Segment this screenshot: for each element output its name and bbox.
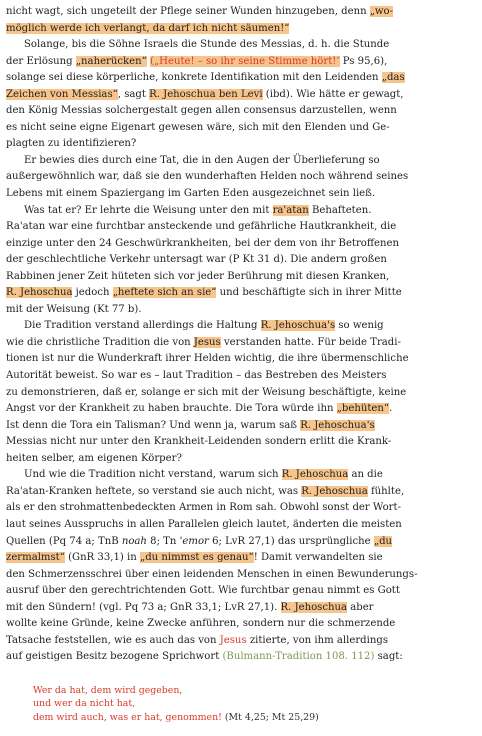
- body-text: [6, 4, 475, 666]
- highlighted-text: „heftete sich an sie“: [112, 287, 217, 299]
- lines-line: [6, 54, 475, 71]
- text-segment: Ps 95,6),: [339, 55, 388, 67]
- text-segment: (GnR 33,1) in: [64, 552, 140, 564]
- text-segment: mit den Sündern! (vgl. Pq 73 a; GnR 33,1; LvR 27,1).: [6, 601, 281, 613]
- text-segment: Behafteten.: [308, 204, 372, 216]
- lines-line: [6, 467, 475, 484]
- text-segment: plagten zu identifizieren?: [6, 138, 137, 150]
- proverb-quote: [6, 684, 475, 725]
- text-segment: Ra'atan war eine furchtbar ansteckende und gefährliche Hautkrankheit, die: [6, 221, 397, 233]
- text-segment: Die Tradition verstand allerdings die Haltung: [24, 320, 261, 332]
- lines-line: [6, 517, 475, 534]
- text-segment: den König Messias solchergestalt gegen allen consensus darzustellen, wenn: [6, 105, 397, 117]
- lines-line: [6, 649, 475, 666]
- highlighted-text: zermalmst“: [6, 552, 65, 564]
- text-segment: tionen ist nur die Wunderkraft ihrer Helden wichtig, die ihre übermenschliche: [6, 353, 409, 365]
- quote_lines-line: [33, 697, 475, 711]
- text-segment: Messias nicht nur unter den Krankheit-Leidenden sondern erlitt die Krank-: [6, 436, 392, 448]
- lines-line: [6, 219, 475, 236]
- lines-line: [6, 534, 475, 551]
- highlighted-text: R. Jehoschua: [301, 485, 368, 497]
- text-segment: noah: [121, 535, 147, 547]
- text-segment: einzige unter den 24 Geschwürkrankheiten, bei der dem von ihr Betroffenen: [6, 237, 399, 249]
- text-segment: 8; Tn: [146, 535, 180, 547]
- text-segment: Was tat er? Er lehrte die Weisung unter den mit: [24, 204, 273, 216]
- highlighted-text: Jesus: [193, 336, 221, 348]
- highlighted-text: „das: [381, 72, 405, 84]
- text-segment: heiten selber, am eigenen Körper?: [6, 452, 182, 464]
- lines-line: [6, 186, 475, 203]
- text-segment: Rabbinen jener Zeit hüteten sich vor jeder Berührung mit diesen Kranken,: [6, 270, 390, 282]
- text-segment: sagt:: [374, 651, 403, 663]
- highlighted-text: R. Jehoschua: [281, 469, 349, 481]
- text-segment: Angst vor der Krankheit zu haben brauchte. Die Tora würde ihn: [6, 403, 337, 415]
- text-segment: wollte keine Gründe, keine Zwecke anführen, sondern nur die schmerzende: [6, 618, 396, 630]
- quote_lines-line: [33, 711, 475, 725]
- lines-line: [6, 484, 475, 501]
- highlighted-text: „du nimmst es genau“: [139, 552, 254, 564]
- lines-line: [6, 153, 475, 170]
- lines-line: [6, 318, 475, 335]
- highlighted-text: Zeichen von Messias“: [6, 88, 118, 100]
- lines-line: [6, 550, 475, 567]
- highlighted-text: „naherücken“: [75, 55, 147, 67]
- lines-line: [6, 351, 475, 368]
- text-segment: (ibd). Wie hätte er gewagt,: [262, 88, 404, 100]
- lines-line: [6, 120, 475, 137]
- text-segment: verstanden hatte. Für beide Tradi-: [220, 336, 401, 348]
- lines-line: [6, 103, 475, 120]
- reference-text: (Bulmann-Tradition 108. 112): [222, 651, 375, 663]
- lines-line: [6, 401, 475, 418]
- highlighted-text: „wo-: [369, 6, 393, 17]
- lines-line: [6, 70, 475, 87]
- text-segment: 6; LvR 27,1) das ursprüngliche: [208, 535, 374, 547]
- lines-line: [6, 252, 475, 269]
- text-segment: jedoch: [72, 287, 113, 299]
- text-segment: Solange, bis die Söhne Israels die Stunde des Messias, d. h. die Stunde: [24, 39, 390, 51]
- highlighted-text: R. Jehoschua's: [260, 320, 336, 332]
- lines-line: [6, 451, 475, 468]
- text-segment: zitierte, von ihm allerdings: [246, 634, 388, 646]
- lines-line: [6, 418, 475, 435]
- text-segment: der Erlösung: [6, 55, 76, 67]
- lines-line: [6, 567, 475, 584]
- text-segment: und beschäftigte sich in ihrer Mitte: [216, 287, 402, 299]
- highlighted-text: ra'atan: [272, 204, 309, 216]
- text-segment: so wenig: [335, 320, 384, 332]
- red-text: Jesus: [219, 634, 247, 646]
- text-segment: Autorität beweist. So war es – laut Tradition – das Bestreben des Meisters: [6, 370, 387, 382]
- text-segment: Und wie die Tradition nicht verstand, warum sich: [24, 469, 282, 481]
- text-segment: Tatsache feststellen, wie es auch das von: [6, 634, 220, 646]
- lines-line: [6, 136, 475, 153]
- red-text: dem wird auch, was er hat, genommen!: [33, 712, 222, 724]
- text-segment: (Mt 4,25; Mt 25,29): [221, 712, 319, 724]
- text-segment: Ra'atan-Kranken heftete, so verstand sie auch nicht, was: [6, 485, 302, 497]
- text-segment: , sagt: [117, 88, 150, 100]
- highlighted-text: R. Jehoschua: [6, 287, 73, 299]
- red-text: und wer da nicht hat,: [33, 698, 136, 710]
- highlighted-text: „du: [373, 535, 393, 547]
- lines-line: [6, 368, 475, 385]
- lines-line: [6, 335, 475, 352]
- lines-line: [6, 236, 475, 253]
- lines-line: [6, 4, 475, 21]
- text-segment: ausruf über den gerechtrichtenden Gott. Wie furchtbar genau nimmt es Gott: [6, 585, 400, 597]
- text-segment: außergewöhnlich war, daß sie den wunderhaften Helden noch während seines: [6, 171, 409, 183]
- lines-line: [6, 500, 475, 517]
- lines-line: [6, 203, 475, 220]
- text-segment: aber: [347, 601, 374, 613]
- text-segment: Er bewies dies durch eine Tat, die in den Augen der Überlieferung so: [24, 154, 380, 166]
- quote_lines-line: [33, 684, 475, 698]
- text-segment: zu demonstrieren, daß er, solange er sich mit der Weisung beschäftigte, keine: [6, 386, 407, 398]
- lines-line: [6, 600, 475, 617]
- text-segment: an die: [348, 469, 383, 481]
- text-segment: laut seines Ausspruchs in allen Parallelen gleich lautet, änderten die meisten: [6, 518, 402, 530]
- text-segment: auf geistigen Besitz bezogene Sprichwort: [6, 651, 223, 663]
- lines-line: [6, 21, 475, 38]
- lines-line: [6, 87, 475, 104]
- text-segment: nicht wagt, sich ungeteilt der Pflege seiner Wunden hinzugeben, denn: [6, 6, 370, 17]
- highlighted-text: („Heute! – so ihr seine Stimme hört!‘: [150, 55, 340, 67]
- highlighted-text: R. Jehoschua's: [300, 419, 375, 431]
- highlighted-text: „behüten“: [336, 403, 390, 415]
- text-segment: mit der Weisung (Kt 77 b).: [6, 303, 142, 315]
- text-segment: ! Damit verwandelten sie: [253, 552, 383, 564]
- lines-line: [6, 169, 475, 186]
- lines-line: [6, 285, 475, 302]
- lines-line: [6, 37, 475, 54]
- highlighted-text: R. Jehoschua ben Levi: [149, 88, 263, 100]
- text-segment: 'emor: [179, 535, 209, 547]
- text-segment: Quellen (Pq 74 a; TnB: [6, 535, 122, 547]
- text-segment: es nicht seine eigne Eigenart gewesen wäre, sich mit den Elenden und Ge-: [6, 121, 390, 133]
- lines-line: [6, 616, 475, 633]
- text-segment: der geschlechtliche Verkehr untersagt war (P Kt 31 d). Die andern großen: [6, 254, 387, 266]
- text-segment: als er den strohmattenbedeckten Armen in Rom sah. Obwohl sonst der Wort-: [6, 502, 401, 514]
- lines-line: [6, 269, 475, 286]
- text-segment: den Schmerzensschrei über einen leidenden Menschen in einen Bewunderungs-: [6, 568, 418, 580]
- red-text: Wer da hat, dem wird gegeben,: [33, 684, 183, 696]
- text-segment: wie die christliche Tradition die von: [6, 336, 194, 348]
- text-segment: fühlte,: [367, 485, 405, 497]
- lines-line: [6, 583, 475, 600]
- text-segment: .: [389, 403, 393, 415]
- lines-line: [6, 302, 475, 319]
- lines-line: [6, 434, 475, 451]
- highlighted-text: möglich werde ich verlangt, da darf ich nicht säumen!“: [6, 22, 290, 34]
- text-segment: Lebens mit einem Spaziergang im Garten Eden ausgezeichnet sein ließ.: [6, 188, 376, 200]
- lines-line: [6, 385, 475, 402]
- text-segment: Ist denn die Tora ein Talisman? Und wenn ja, warum saß: [6, 419, 301, 431]
- text-segment: solange sei diese körperliche, konkrete Identifikation mit den Leidenden: [6, 72, 382, 84]
- lines-line: [6, 633, 475, 650]
- highlighted-text: R. Jehoschua: [280, 601, 348, 613]
